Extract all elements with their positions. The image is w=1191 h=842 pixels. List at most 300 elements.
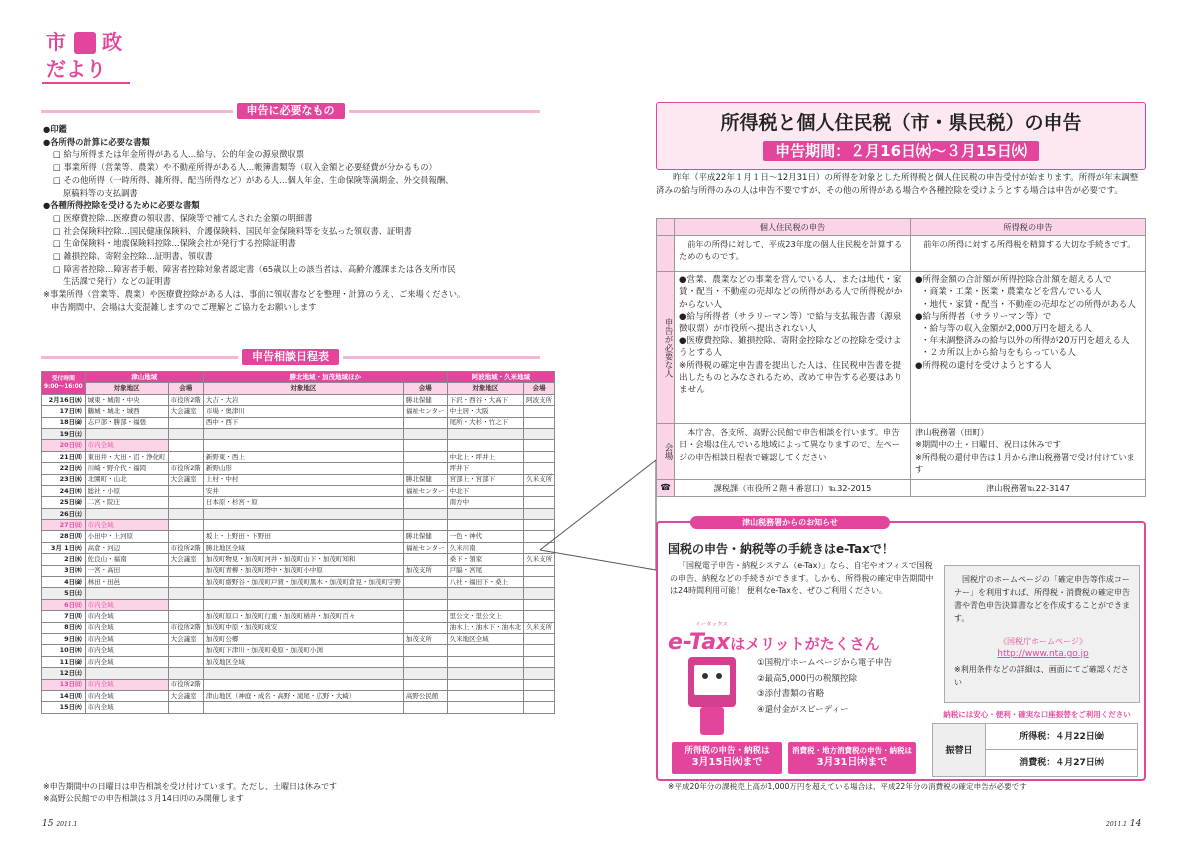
schedule-cell-a3: 一色・神代 <box>447 531 524 542</box>
logo-char-city: 市 <box>46 30 66 54</box>
schedule-cell-v2 <box>403 508 447 519</box>
schedule-cell-d: 4日㈮ <box>42 577 86 588</box>
schedule-cell-v1: 大会議室 <box>168 554 203 565</box>
schedule-cell-v2 <box>403 440 447 451</box>
who-item: ・給与等の収入金額が2,000万円を超える人 <box>921 324 1092 335</box>
deadline-income-label: 所得税の申告・納税は <box>684 746 770 756</box>
schedule-cell-d: 5日㈯ <box>42 588 86 599</box>
schedule-cell-a1 <box>85 588 168 599</box>
schedule-cell-v2 <box>403 588 447 599</box>
schedule-cell-v1 <box>168 702 203 713</box>
schedule-cell-v2 <box>403 702 447 713</box>
schedule-cell-v2 <box>403 554 447 565</box>
bottom-note: ※平成20年分の課税売上高が1,000万円を超えている場合は、平成22年分の消費税の確定申告が必要です <box>668 782 1027 791</box>
schedule-cell-a3 <box>447 428 524 439</box>
reception-hours-value: 9:00〜16:00 <box>44 383 83 390</box>
schedule-row <box>42 702 555 713</box>
schedule-row <box>42 656 555 667</box>
doc-item: ●各所得の計算に必要な書類 <box>43 136 150 147</box>
schedule-cell-a3 <box>447 440 524 451</box>
schedule-cell-v2: 勝北保健 <box>403 531 447 542</box>
schedule-cell-v1 <box>168 531 203 542</box>
schedule-cell-a2: 勝北地区全域 <box>203 542 403 553</box>
intro-text: 昨年（平成22年１月１日〜12月31日）の所得を対象とした所得税と個人住民税の申告受付が始まります。所得が年末調整済みの給与所得のみの人は申告不要ですが、その他の所得がある場合や各種控除を受けようとする場合は申告が必要です。 <box>656 173 1139 196</box>
schedule-cell-a2 <box>203 428 403 439</box>
row-label-blank <box>657 236 675 272</box>
schedule-row <box>42 520 555 531</box>
schedule-table <box>41 371 555 714</box>
schedule-cell-v2 <box>403 656 447 667</box>
schedule-row <box>42 633 555 644</box>
who-resident <box>675 272 911 424</box>
nta-text: 国税庁のホームページの「確定申告等作成コーナー」を利用すれば、所得税・消費税の確定申告書や青色申告決算書などを作成することができます。 <box>954 575 1130 623</box>
schedule-cell-a3 <box>447 702 524 713</box>
furikae-label: 振替日 <box>932 723 986 777</box>
schedule-row <box>42 577 555 588</box>
schedule-row <box>42 611 555 622</box>
etax-headline-rest: はメリットがたくさん <box>730 635 880 653</box>
schedule-cell-a1: 東田井・大田・沼・浄化町 <box>85 451 168 462</box>
logo-underline <box>42 82 130 84</box>
schedule-cell-d: 2月16日㈬ <box>42 394 86 405</box>
who-item: ●給与所得者（サラリーマン等）で給与支払報告書（源泉徴収票）が市役所へ提出されない人 <box>679 311 902 335</box>
logo-char-gov: 政 <box>102 30 122 54</box>
schedule-cell-a2: 加茂地区全域 <box>203 656 403 667</box>
schedule-cell-d: 14日㈪ <box>42 690 86 701</box>
schedule-cell-v3: 久米支所 <box>524 554 555 565</box>
section-schedule-header <box>41 349 540 365</box>
schedule-row <box>42 474 555 485</box>
schedule-cell-a2 <box>203 702 403 713</box>
etax-logo: e-Tax <box>668 630 731 655</box>
schedule-row <box>42 508 555 519</box>
schedule-cell-a1: 市内全域 <box>85 690 168 701</box>
schedule-row <box>42 565 555 576</box>
etax-headline <box>668 628 880 658</box>
schedule-cell-v3 <box>524 656 555 667</box>
schedule-cell-a3: 戸脇・宮尾 <box>447 565 524 576</box>
schedule-cell-v1 <box>168 520 203 531</box>
schedule-cell-a1 <box>85 428 168 439</box>
doc-item: □ 医療費控除…医療費の領収書、保険等で補てんされた金額の明細書 <box>53 212 313 223</box>
schedule-cell-v1: 市役所2階 <box>168 463 203 474</box>
col-venue: 会場 <box>524 383 555 394</box>
region-aba-kume: 阿波地域・久米地域 <box>447 372 555 383</box>
schedule-cell-a1: 市内全域 <box>85 622 168 633</box>
reception-hours <box>42 372 86 395</box>
schedule-notes <box>43 781 337 805</box>
schedule-cell-d: 10日㈭ <box>42 645 86 656</box>
schedule-cell-v1 <box>168 668 203 679</box>
schedule-cell-v3 <box>524 679 555 690</box>
schedule-cell-v2 <box>403 679 447 690</box>
schedule-cell-a2 <box>203 588 403 599</box>
schedule-cell-a3: 中土居・大阪 <box>447 406 524 417</box>
schedule-cell-d: 18日㈮ <box>42 417 86 428</box>
header-rule <box>41 110 233 113</box>
schedule-row <box>42 645 555 656</box>
merit-item: ②最高5,000円の税額控除 <box>757 673 857 684</box>
schedule-note: ※高野公民館での申告相談は３月14日㈪のみ開催します <box>43 794 244 803</box>
deadline-consumption-date: 3月31日㈭まで <box>816 757 888 768</box>
who-item: ●医療費控除、雑損控除、寄附金控除などの控除を受けようとする人 <box>679 336 902 359</box>
schedule-cell-v1 <box>168 508 203 519</box>
nta-note: ※利用条件などの詳細は、画面にてご確認ください <box>954 665 1129 687</box>
schedule-cell-a1: 市内全域 <box>85 679 168 690</box>
schedule-cell-a1 <box>85 508 168 519</box>
schedule-cell-v3 <box>524 690 555 701</box>
schedule-cell-a2: 新野東・西上 <box>203 451 403 462</box>
nta-link-label: 《国税庁ホームページ》 <box>999 637 1087 646</box>
schedule-cell-v1 <box>168 599 203 610</box>
schedule-cell-a1: 市内全域 <box>85 645 168 656</box>
schedule-cell-d: 15日㈫ <box>42 702 86 713</box>
schedule-cell-a2 <box>203 668 403 679</box>
schedule-cell-v3: 久米支所 <box>524 622 555 633</box>
schedule-cell-v1 <box>168 451 203 462</box>
logo-dayori: だより <box>46 57 106 81</box>
schedule-cell-v1 <box>168 485 203 496</box>
who-item: ※所得税の確定申告書を提出した人は、住民税申告書を提出したものとみなされるため、改めて申告する必要はありません <box>679 360 903 396</box>
schedule-cell-a3 <box>447 520 524 531</box>
schedule-cell-a2: 坂上・上野田・下野田 <box>203 531 403 542</box>
schedule-cell-a3: 中北上・坪井上 <box>447 451 524 462</box>
schedule-cell-a2: 新野山形 <box>203 463 403 474</box>
col-area: 対象地区 <box>447 383 524 394</box>
schedule-row <box>42 451 555 462</box>
doc-item: □ 雑損控除、寄附金控除…証明書、領収書 <box>53 251 213 262</box>
who-item: ・地代・家賃・配当・不動産の売却などの所得がある人 <box>921 299 1136 310</box>
schedule-row <box>42 394 555 405</box>
schedule-cell-v3 <box>524 588 555 599</box>
schedule-cell-a1: 鶴城・城北・城西 <box>85 406 168 417</box>
schedule-cell-d: 28日㈪ <box>42 531 86 542</box>
schedule-cell-a1: 川崎・野介代・福岡 <box>85 463 168 474</box>
tel-resident: 課税課（市役所２階４番窓口）℡32-2015 <box>675 480 911 497</box>
logo-map-icon <box>74 32 96 54</box>
schedule-cell-a3 <box>447 668 524 679</box>
reception-hours-label: 受付時間 <box>51 375 75 382</box>
schedule-cell-v2 <box>403 668 447 679</box>
schedule-cell-v3 <box>524 645 555 656</box>
schedule-cell-v2 <box>403 622 447 633</box>
schedule-cell-a3: 里公文・里公文上 <box>447 611 524 622</box>
schedule-cell-a1: 林田・田邑 <box>85 577 168 588</box>
filing-comparison-table <box>656 218 1146 497</box>
desc-income: 前年の所得に対する所得税を精算する大切な手続きです。 <box>911 236 1146 272</box>
page-number: 15 <box>42 819 54 829</box>
schedule-cell-v1 <box>168 497 203 508</box>
schedule-cell-v2 <box>403 497 447 508</box>
schedule-cell-a3 <box>447 690 524 701</box>
schedule-cell-a3: 中北下 <box>447 485 524 496</box>
schedule-cell-a1: 市内全域 <box>85 599 168 610</box>
deadline-consumption-label: 消費税・地方消費税の申告・納税は <box>792 746 912 755</box>
doc-item: □ 事業所得（営業等、農業）や不動産所得がある人…帳簿書類等（収入金額と必要経費が分かるもの） <box>53 162 437 173</box>
schedule-cell-d: 6日㈰ <box>42 599 86 610</box>
schedule-cell-v1: 市役所2階 <box>168 542 203 553</box>
schedule-cell-v1: 大会議室 <box>168 690 203 701</box>
section-title: 申告相談日程表 <box>242 349 339 366</box>
schedule-cell-a3: 油木上・油木下・油木北 <box>447 622 524 633</box>
schedule-cell-a3: 桑下・領家 <box>447 554 524 565</box>
phone-icon: ☎ <box>657 480 675 497</box>
schedule-cell-v2: 福祉センター <box>403 406 447 417</box>
schedule-cell-d: 21日㈪ <box>42 451 86 462</box>
etax-ruby: イータックス <box>695 622 728 628</box>
schedule-cell-d: 13日㈰ <box>42 679 86 690</box>
doc-item: □ 給与所得または年金所得がある人…給与、公的年金の源泉徴収票 <box>53 149 305 160</box>
schedule-cell-v1 <box>168 645 203 656</box>
who-item: ・２カ所以上から給与をもらっている人 <box>921 348 1076 359</box>
schedule-cell-v2 <box>403 463 447 474</box>
schedule-cell-a2: 加茂町中原・加茂町成安 <box>203 622 403 633</box>
col-income-tax: 所得税の申告 <box>911 219 1146 236</box>
schedule-cell-a1: 市内全域 <box>85 611 168 622</box>
schedule-cell-a3 <box>447 588 524 599</box>
notice-tag: 津山税務署からのお知らせ <box>690 516 890 529</box>
who-item: ●所得税の還付を受けようとする人 <box>915 360 1052 371</box>
schedule-cell-d: 26日㈯ <box>42 508 86 519</box>
schedule-cell-d: 12日㈯ <box>42 668 86 679</box>
schedule-cell-v1: 市役所2階 <box>168 679 203 690</box>
schedule-row <box>42 485 555 496</box>
page-footer-right <box>1106 818 1141 830</box>
schedule-cell-v2: 勝北保健 <box>403 474 447 485</box>
schedule-cell-a3 <box>447 599 524 610</box>
doc-item: 生活課で発行）などの証明書 <box>63 276 171 287</box>
who-item: ※期間中の土・日曜日、祝日は休みです <box>915 439 1062 450</box>
page-number: 14 <box>1129 819 1142 829</box>
schedule-cell-d: 22日㈫ <box>42 463 86 474</box>
schedule-cell-v2 <box>403 599 447 610</box>
col-venue: 会場 <box>168 383 203 394</box>
schedule-cell-a1: 城東・城南・中央 <box>85 394 168 405</box>
schedule-cell-v3 <box>524 702 555 713</box>
notice-title: 国税の申告・納税等の手続きはe-Taxで！ <box>668 542 894 556</box>
schedule-cell-v3 <box>524 611 555 622</box>
section-title: 申告に必要なもの <box>237 103 345 120</box>
schedule-cell-v3: 阿波支所 <box>524 394 555 405</box>
schedule-cell-a2 <box>203 508 403 519</box>
furikae-note: 納税には安心・便利・確実な口座振替をご利用ください <box>943 710 1131 719</box>
filing-period: 申告期間：２月16日㈬〜３月15日㈫ <box>763 141 1039 161</box>
schedule-cell-a1: 高倉・河辺 <box>85 542 168 553</box>
doc-item: □ 社会保険料控除…国民健康保険料、介護保険料、国民年金保険料等を支払った領収書、証明書 <box>53 225 412 236</box>
required-docs-list <box>43 123 540 314</box>
schedule-cell-a2 <box>203 440 403 451</box>
schedule-cell-v2 <box>403 451 447 462</box>
doc-item: 原稿料等の支払調書 <box>63 187 138 198</box>
schedule-cell-d: 3月 1日㈫ <box>42 542 86 553</box>
schedule-cell-v2: 勝北保健 <box>403 394 447 405</box>
schedule-cell-a1: 市内全域 <box>85 520 168 531</box>
schedule-cell-d: 2日㈬ <box>42 554 86 565</box>
schedule-cell-v1 <box>168 428 203 439</box>
notice-body: 「国税電子申告・納税システム（e-Tax）」なら、自宅やオフィスで国税の申告、納税などの手続きができます。しかも、所得税の確定申告期間中は24時間利用可能！ 便利なe-Taxを、ぜひご利用ください。 <box>670 561 934 595</box>
main-title: 所得税と個人住民税（市・県民税）の申告 <box>720 112 1082 134</box>
schedule-row <box>42 668 555 679</box>
schedule-cell-a1: 小田中・上河原 <box>85 531 168 542</box>
schedule-row <box>42 531 555 542</box>
schedule-cell-a3: 尾所・大杉・竹之下 <box>447 417 524 428</box>
schedule-cell-a2: 加茂町原口・加茂町行重・加茂町楢井・加茂町百々 <box>203 611 403 622</box>
etax-mascot-icon <box>680 655 748 740</box>
merits-list <box>757 656 892 718</box>
schedule-cell-a2: 加茂町下津川・加茂町桑原・加茂町小渕 <box>203 645 403 656</box>
schedule-cell-a2: 加茂町公郷 <box>203 633 403 644</box>
schedule-cell-a2: 市場・奥津川 <box>203 406 403 417</box>
schedule-cell-d: 20日㈰ <box>42 440 86 451</box>
page-footer-left <box>42 818 77 830</box>
schedule-cell-a2: 安井 <box>203 485 403 496</box>
schedule-cell-a3: 宮部上・宮部下 <box>447 474 524 485</box>
schedule-row <box>42 679 555 690</box>
schedule-cell-v2: 加茂支所 <box>403 633 447 644</box>
schedule-cell-v2 <box>403 520 447 531</box>
schedule-cell-a1: 総社・小原 <box>85 485 168 496</box>
venue-income <box>911 424 1146 480</box>
schedule-row <box>42 406 555 417</box>
schedule-cell-a1: 市内全域 <box>85 633 168 644</box>
schedule-cell-a1: 一宮・高田 <box>85 565 168 576</box>
merit-item: ①国税庁ホームページから電子申告 <box>757 658 892 668</box>
doc-item: 申告期間中、会場は大変混雑しますのでご理解とご協力をお願いします <box>51 301 317 312</box>
schedule-row <box>42 554 555 565</box>
deadline-income-date: 3月15日㈫まで <box>691 757 763 768</box>
schedule-cell-a2: 加茂町齋野谷・加茂町戸賀・加茂町黒木・加茂町倉見・加茂町宇野 <box>203 577 403 588</box>
row-label-who: 申告が必要な人 <box>657 272 675 424</box>
deadline-income <box>672 742 782 774</box>
schedule-row <box>42 588 555 599</box>
schedule-cell-v1: 大会議室 <box>168 474 203 485</box>
schedule-cell-v2 <box>403 645 447 656</box>
schedule-row <box>42 690 555 701</box>
schedule-cell-d: 9日㈬ <box>42 633 86 644</box>
doc-item: ●各種所得控除を受けるために必要な書類 <box>43 200 200 211</box>
region-shohoku-kamo: 勝北地域・加茂地域ほか <box>203 372 447 383</box>
schedule-cell-a1: 市内全域 <box>85 440 168 451</box>
tel-income: 津山税務署℡22-3147 <box>911 480 1146 497</box>
schedule-cell-a1: 市内全域 <box>85 656 168 667</box>
schedule-cell-a3: 八社・福田下・桑上 <box>447 577 524 588</box>
schedule-cell-d: 27日㈰ <box>42 520 86 531</box>
row-label-venue: 会場 <box>657 424 675 480</box>
schedule-cell-a2: 加茂町青柳・加茂町塔中・加茂町小中原 <box>203 565 403 576</box>
schedule-row <box>42 417 555 428</box>
merit-item: ③添付書類の省略 <box>757 689 825 699</box>
schedule-cell-a3: 坪井下 <box>447 463 524 474</box>
schedule-cell-v3 <box>524 668 555 679</box>
schedule-row <box>42 440 555 451</box>
section-required-docs-header <box>41 103 540 119</box>
schedule-cell-a3: 久米地区全域 <box>447 633 524 644</box>
schedule-cell-a2: 上村・中村 <box>203 474 403 485</box>
who-item: ●所得金額の合計額が所得控除合計額を超える人で <box>915 275 1112 286</box>
schedule-cell-a1: 志戸部・勝部・福張 <box>85 417 168 428</box>
deadline-consumption <box>788 742 916 774</box>
schedule-cell-d: 11日㈮ <box>42 656 86 667</box>
venue-resident: 本庁舎、各支所、高野公民館で申告相談を行います。申告日・会場は住んでいる地域によって異なりますので、左ページの申告相談日程表で確認してください <box>675 424 911 480</box>
who-item: ●営業、農業などの事業を営んでいる人、または地代・家賃・配当・不動産の売却などの所得がある人で所得税がかからない人 <box>679 275 903 310</box>
schedule-cell-d: 19日㈯ <box>42 428 86 439</box>
schedule-cell-v1 <box>168 656 203 667</box>
schedule-cell-v1: 大会議室 <box>168 406 203 417</box>
schedule-cell-a1: 二宮・院庄 <box>85 497 168 508</box>
logo <box>42 30 132 85</box>
schedule-cell-a2: 津山地区（神庭・成名・高野・滝尾・広野・大崎） <box>203 690 403 701</box>
main-title-box <box>656 102 1146 170</box>
schedule-cell-v1 <box>168 565 203 576</box>
col-area: 対象地区 <box>203 383 403 394</box>
schedule-cell-a2: 西中・西下 <box>203 417 403 428</box>
schedule-cell-v3: 久米支所 <box>524 474 555 485</box>
who-item: ●給与所得者（サラリーマン等）で <box>915 311 1052 322</box>
region-tsuyama: 津山地域 <box>85 372 203 383</box>
schedule-cell-a3 <box>447 508 524 519</box>
schedule-row <box>42 428 555 439</box>
who-item: ※所得税の還付申告は１月から津山税務署で受け付けています <box>915 451 1135 474</box>
schedule-cell-v1 <box>168 417 203 428</box>
schedule-cell-v2 <box>403 417 447 428</box>
schedule-cell-a3 <box>447 679 524 690</box>
doc-item: ※事業所得（営業等、農業）や医療費控除がある人は、事前に領収書などを整理・計算のうえ、ご来場ください。 <box>43 289 466 300</box>
schedule-row <box>42 599 555 610</box>
schedule-cell-d: 17日㈭ <box>42 406 86 417</box>
furikae-income: 所得税：４月22日㈮ <box>985 723 1138 750</box>
schedule-cell-v1 <box>168 611 203 622</box>
schedule-cell-a2 <box>203 520 403 531</box>
schedule-cell-v1: 市役所2階 <box>168 394 203 405</box>
page-date: 2011.1 <box>56 821 78 828</box>
schedule-row <box>42 463 555 474</box>
who-item: 津山税務署（田町） <box>915 427 989 438</box>
schedule-cell-v1 <box>168 588 203 599</box>
schedule-cell-a1 <box>85 668 168 679</box>
schedule-cell-a3: 下沢・西谷・大高下 <box>447 394 524 405</box>
schedule-cell-v2 <box>403 611 447 622</box>
doc-item: ●印鑑 <box>43 124 67 134</box>
desc-resident: 前年の所得に対して、平成23年度の個人住民税を計算するためのものです。 <box>675 236 911 272</box>
doc-item: □ 障害者控除…障害者手帳、障害者控除対象者認定書（65歳以上の該当者は、高齢介護課または各支所市民 <box>53 263 456 274</box>
schedule-row <box>42 542 555 553</box>
schedule-cell-a3 <box>447 645 524 656</box>
schedule-cell-v1 <box>168 440 203 451</box>
merit-item: ④還付金がスピーディー <box>757 704 849 715</box>
schedule-cell-a1: 北園町・山北 <box>85 474 168 485</box>
schedule-cell-v1: 市役所2階 <box>168 622 203 633</box>
schedule-cell-a3 <box>447 656 524 667</box>
schedule-cell-d: 7日㈪ <box>42 611 86 622</box>
doc-item: □ その他所得（一時所得、雑所得、配当所得など）がある人…個人年金、生命保険等満期金、外交員報酬、 <box>53 174 454 185</box>
schedule-cell-v3 <box>524 577 555 588</box>
schedule-cell-v2: 福祉センター <box>403 485 447 496</box>
callout-connector <box>540 335 660 575</box>
col-area: 対象地区 <box>85 383 168 394</box>
header-rule <box>349 110 541 113</box>
page-date: 2011.1 <box>1106 821 1127 828</box>
corner-cell <box>657 219 675 236</box>
schedule-cell-v1: 大会議室 <box>168 633 203 644</box>
schedule-cell-v1 <box>168 577 203 588</box>
doc-item: □ 生命保険料・地震保険料控除…保険会社が発行する控除証明書 <box>53 238 296 249</box>
schedule-cell-d: 23日㈬ <box>42 474 86 485</box>
schedule-cell-a2: 加茂町物見・加茂町河井・加茂町山下・加茂町知和 <box>203 554 403 565</box>
schedule-cell-v3 <box>524 633 555 644</box>
nta-url[interactable]: http://www.nta.go.jp <box>997 649 1089 659</box>
schedule-cell-v2 <box>403 577 447 588</box>
schedule-row <box>42 497 555 508</box>
